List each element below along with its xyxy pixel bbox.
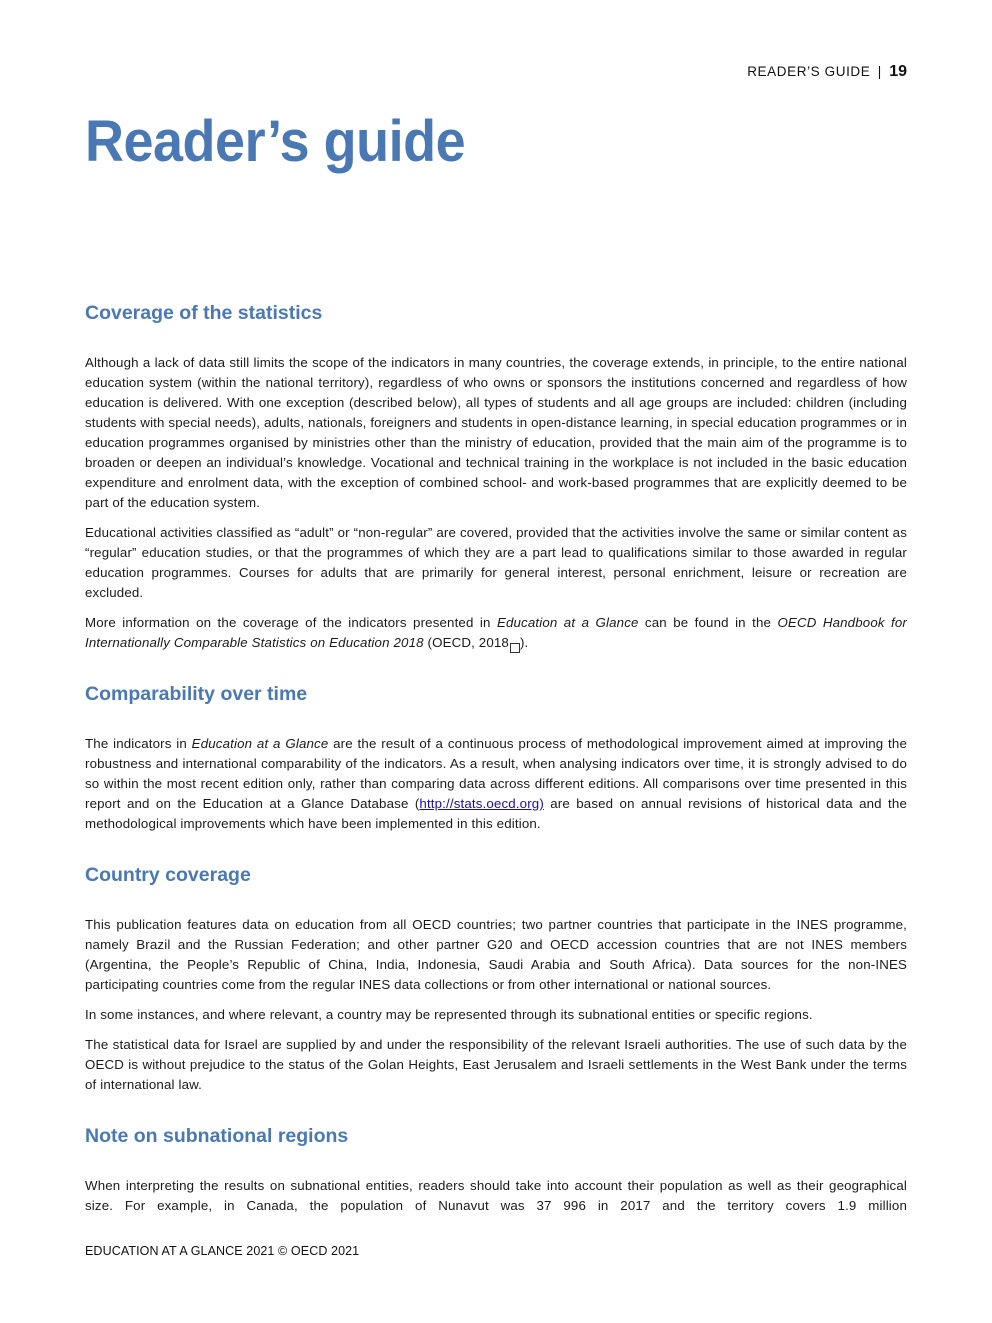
paragraph: The statistical data for Israel are supplied by and under the responsibility of the relevant Israeli authorities. The use of such data by the OECD is without prejudice to the status of the Golan Heights, East Jerusalem and Israeli settlements in the West Bank under the terms of international law. bbox=[85, 1037, 907, 1092]
section-heading: Coverage of the statistics bbox=[85, 302, 323, 324]
section-subnational-regions bbox=[85, 1122, 907, 1216]
page-title: Reader’s guide bbox=[85, 109, 466, 174]
paragraph: Educational activities classified as “adult” or “non-regular” are covered, provided that the activities involve the same or similar content as “regular” education studies, or that the programmes of which they are a part lead to qualifications similar to those awarded in regular education programmes. Courses for adults that are primarily for general interest, personal enrichment, leisure or recreation are excluded. bbox=[85, 525, 907, 600]
paragraph: The indicators in Education at a Glance are the result of a continuous process of methodological improvement aimed at improving the robustness and international comparability of the indicators. As a result, when analysing indicators over time, it is strongly advised to do so within the most recent edition only, rather than comparing data across different editions. All comparisons over time presented in this report and on the Education at a Glance Database (http://stats.oecd.org) are based on annual revisions of historical data and the methodological improvements which have been implemented in this edition. bbox=[85, 736, 907, 831]
section-heading: Comparability over time bbox=[85, 683, 308, 705]
page-number: 19 bbox=[889, 63, 907, 80]
oecd-stats-link[interactable]: http://stats.oecd.org) bbox=[419, 796, 544, 811]
paragraph: Although a lack of data still limits the scope of the indicators in many countries, the coverage extends, in principle, to the entire national education system (within the national territory), regardless of who owns or sponsors the institutions concerned and regardless of how education is delivered. With one exception (described below), all types of students and all age groups are included: children (including students with special needs), adults, nationals, foreigners and students in open-distance learning, in special education programmes or in education programmes organised by ministries other than the ministry of education, provided that the main aim of the programme is to broaden or deepen an individual’s knowledge. Vocational and technical training in the workplace is not included in the basic education expenditure and enrolment data, with the exception of combined school- and work-based programmes that are explicitly deemed to be part of the education system. bbox=[85, 355, 907, 510]
section-country-coverage bbox=[85, 861, 907, 1095]
publication-title: Education at a Glance bbox=[191, 736, 329, 751]
paragraph: In some instances, and where relevant, a country may be represented through its subnational entities or specific regions. bbox=[85, 1007, 813, 1022]
section-coverage-of-statistics bbox=[85, 299, 907, 653]
running-footer: EDUCATION AT A GLANCE 2021 © OECD 2021 bbox=[85, 1244, 360, 1258]
handbook-title: OECD Handbook for Internationally Comparable Statistics on Education 2018 bbox=[85, 615, 908, 650]
publication-title: Education at a Glance bbox=[496, 615, 639, 630]
paragraph-more-info: More information on the coverage of the indicators presented in Education at a Glance can be found in the OECD Handbook for Internationally Comparable Statistics on Education 2018 (OECD, 2018 ). bbox=[85, 613, 907, 653]
reference-icon[interactable] bbox=[510, 643, 520, 653]
section-heading: Note on subnational regions bbox=[85, 1125, 349, 1147]
section-label: READER’S GUIDE bbox=[747, 64, 871, 79]
paragraph: When interpreting the results on subnational entities, readers should take into account their population as well as their geographical size. For example, in Canada, the population of Nunavut was 37 996 in 2017 and the territory covers 1.9 million bbox=[85, 1178, 907, 1213]
section-comparability-over-time bbox=[85, 680, 907, 834]
running-header bbox=[747, 63, 907, 81]
header-separator: | bbox=[877, 64, 882, 79]
main-content bbox=[85, 299, 907, 1243]
section-heading: Country coverage bbox=[85, 864, 251, 886]
paragraph: This publication features data on education from all OECD countries; two partner countries that participate in the INES programme, namely Brazil and the Russian Federation; and other partner G20 and OECD accession countries that are not INES members (Argentina, the People’s Republic of China, India, Indonesia, Saudi Arabia and South Africa). Data sources for the non-INES participating countries come from the regular INES data collections or from other international or national sources. bbox=[85, 917, 907, 992]
